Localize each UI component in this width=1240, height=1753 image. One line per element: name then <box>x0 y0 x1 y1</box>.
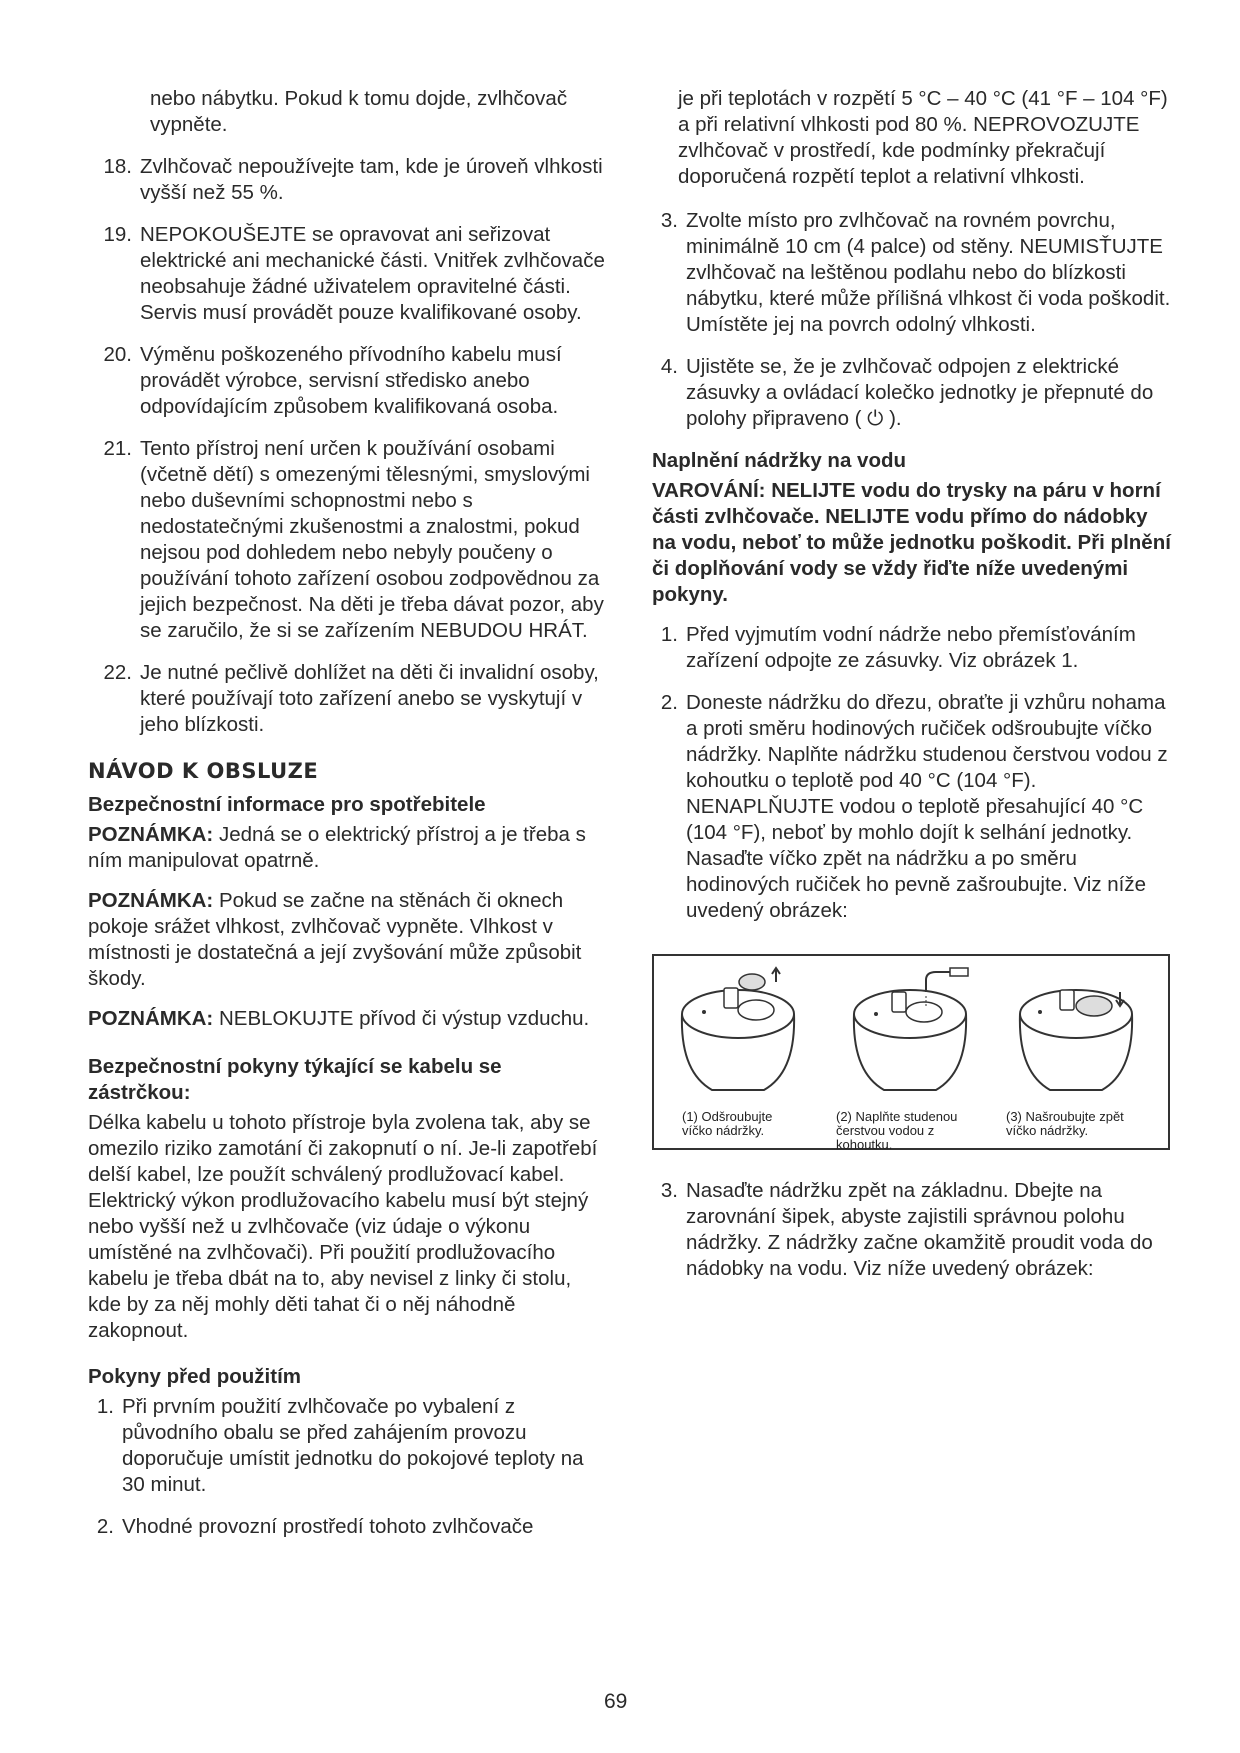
item-number: 20. <box>103 343 132 366</box>
list-item <box>652 208 1172 338</box>
cable-heading: Bezpečnostní pokyny týkající se kabelu se zástrčkou: <box>88 1055 502 1104</box>
note-text: NEBLOKUJTE přívod či výstup vzduchu. <box>218 1007 590 1030</box>
item-number: 2. <box>96 1515 114 1538</box>
item-text: Tento přístroj není určen k používání osobami (včetně dětí) s omezenými tělesnými, smyslovými nebo duševními schopnostmi nebo s nedostatečnými zkušenostmi a znalostmi, pokud nejsou pod dohledem nebo nebyly poučeny o používání tohoto zařízení osobou zodpovědnou za jejich bezpečnost. Na děti je třeba dávat pozor, aby se zaručilo, že si se zařízením NEBUDOU HRÁT. <box>140 437 604 642</box>
list-item <box>88 436 608 644</box>
item-number: 4. <box>660 355 678 378</box>
item-number: 1. <box>96 1395 114 1418</box>
list-item <box>652 622 1172 674</box>
note-label: POZNÁMKA: <box>88 1007 214 1030</box>
item-text: Při prvním použití zvlhčovače po vybalení z původního obalu se před zahájením provozu doporučuje umístit jednotku do pokojové teploty na 30 minut. <box>122 1395 584 1496</box>
figure-panel-2 <box>830 962 998 1152</box>
item-text: Je nutné pečlivě dohlížet na děti či invalidní osoby, které používají toto zařízení anebo se vyskytují v jeho blízkosti. <box>140 661 599 736</box>
figure-caption-3: (3) Našroubujte zpět víčko nádržky. <box>1006 1109 1124 1138</box>
continued-text: nebo nábytku. Pokud k tomu dojde, zvlhčovač vypněte. <box>150 87 568 136</box>
list-item <box>652 354 1172 432</box>
note-text: Jedná se o elektrický přístroj a je třeba s ním manipulovat opatrně. <box>88 823 586 872</box>
item-text: Výměnu poškozeného přívodního kabelu musí provádět výrobce, servisní středisko anebo odpovídajícím způsobem kvalifikovaná osoba. <box>140 343 562 418</box>
item-number: 22. <box>103 661 132 684</box>
list-item <box>652 1178 1172 1282</box>
list-item <box>88 222 608 326</box>
page-number: 69 <box>604 1690 628 1713</box>
list-item <box>88 1394 608 1498</box>
item-text: Ujistěte se, že je zvlhčovač odpojen z elektrické zásuvky a ovládací kolečko jednotky je přepnuté do polohy připraveno ( ⏻ ). <box>686 355 1154 430</box>
list-item <box>88 342 608 420</box>
note-label: POZNÁMKA: <box>88 889 214 912</box>
list-item <box>88 154 608 206</box>
note <box>88 822 608 874</box>
list-item <box>652 690 1172 924</box>
item-text: Doneste nádržku do dřezu, obraťte ji vzhůru nohama a proti směru hodinových ručiček odšroubujte víčko nádržky. Naplňte nádržku studenou čerstvou vodou z kohoutku o teplotě pod 40 °C (104 °F). NENAPLŇUJTE vodou o teplotě přesahující 40 °C (104 °F), neboť by mohlo dojít k selhání jednotky. Nasaďte víčko zpět na nádržku a po směru hodinových ručiček ho pevně zašroubujte. Viz níže uvedený obrázek: <box>686 691 1168 922</box>
figure-caption-1: (1) Odšroubujte víčko nádržky. <box>682 1109 773 1138</box>
note-label: POZNÁMKA: <box>88 823 214 846</box>
item-number: 1. <box>660 623 678 646</box>
tank-unscrew-illustration <box>660 962 828 1102</box>
item-text: Vhodné provozní prostředí tohoto zvlhčovače <box>122 1515 534 1538</box>
left-column <box>88 86 608 1556</box>
note-text: Pokud se začne na stěnách či oknech pokoje srážet vlhkost, zvlhčovač vypněte. Vlhkost v místnosti je dostatečná a její zvyšování může způsobit škody. <box>88 889 582 990</box>
note <box>88 1006 608 1032</box>
right-column <box>652 86 1172 1298</box>
item-text: Nasaďte nádržku zpět na základnu. Dbejte na zarovnání šipek, abyste zajistili správnou polohu nádržky. Z nádržky začne okamžitě proudit voda do nádobky na vodu. Viz níže uvedený obrázek: <box>686 1179 1153 1280</box>
cable-paragraph: Délka kabelu u tohoto přístroje byla zvolena tak, aby se omezilo riziko zamotání či zakopnutí o ní. Je-li zapotřebí delší kabel, lze použít schválený prodlužovací kabel. Elektrický výkon prodlužovacího kabelu musí být stejný nebo vyšší než u zvlhčovače (viz údaje o výkonu umístěné na zvlhčovači). Při použití prodlužovacího kabelu je třeba dbát na to, aby nevisel z linky či stolu, kde by za něj mohly děti tahat či o něj náhodně zakopnout. <box>88 1111 598 1342</box>
item-number: 2. <box>660 691 678 714</box>
item-text: NEPOKOUŠEJTE se opravovat ani seřizovat elektrické ani mechanické části. Vnitřek zvlhčovače neobsahuje žádné uživatelem opravitelné části. Servis musí provádět pouze kvalifikované osoby. <box>140 223 605 324</box>
list-item <box>88 660 608 738</box>
figure-panel-3 <box>998 962 1166 1146</box>
item-text: Zvolte místo pro zvlhčovač na rovném povrchu, minimálně 10 cm (4 palce) od stěny. NEUMISŤUJTE zvlhčovač na leštěnou podlahu nebo do blízkosti nábytku, které může přílišná vlhkost či voda poškodit. Umístěte jej na povrch odolný vlhkosti. <box>686 209 1171 336</box>
item-number: 3. <box>660 209 678 232</box>
tank-fill-illustration <box>830 962 998 1102</box>
item-number: 21. <box>103 437 132 460</box>
note <box>88 888 608 992</box>
warning-text: VAROVÁNÍ: NELIJTE vodu do trysky na páru v horní části zvlhčovače. NELIJTE vodu přímo do nádobky na vodu, neboť to může jednotku poškodit. Při plnění či doplňování vody se vždy řiďte níže uvedenými pokyny. <box>652 479 1171 606</box>
figure-caption-2: (2) Naplňte studenou čerstvou vodou z kohoutku. <box>836 1109 958 1152</box>
tank-screw-illustration <box>998 962 1166 1102</box>
item-number: 19. <box>103 223 132 246</box>
item-text: Před vyjmutím vodní nádrže nebo přemísťováním zařízení odpojte ze zásuvky. Viz obrázek 1. <box>686 623 1136 672</box>
item-number: 18. <box>103 155 132 178</box>
continued-text: je při teplotách v rozpětí 5 °C – 40 °C (41 °F – 104 °F) a při relativní vlhkosti pod 80 %. NEPROVOZUJTE zvlhčovač v prostředí, kde podmínky překračují doporučená rozpětí teplot a relativní vlhkosti. <box>678 87 1168 188</box>
fill-heading: Naplnění nádržky na vodu <box>652 449 907 472</box>
figure-panel-1 <box>660 962 828 1146</box>
before-use-heading: Pokyny před použitím <box>88 1365 301 1388</box>
list-item <box>88 1514 608 1540</box>
item-text: Zvlhčovač nepoužívejte tam, kde je úroveň vlhkosti vyšší než 55 %. <box>140 155 603 204</box>
tank-filling-figure <box>652 954 1170 1150</box>
item-number: 3. <box>660 1179 678 1202</box>
section-title: NÁVOD K OBSLUZE <box>88 759 319 783</box>
safety-heading: Bezpečnostní informace pro spotřebitele <box>88 793 486 816</box>
